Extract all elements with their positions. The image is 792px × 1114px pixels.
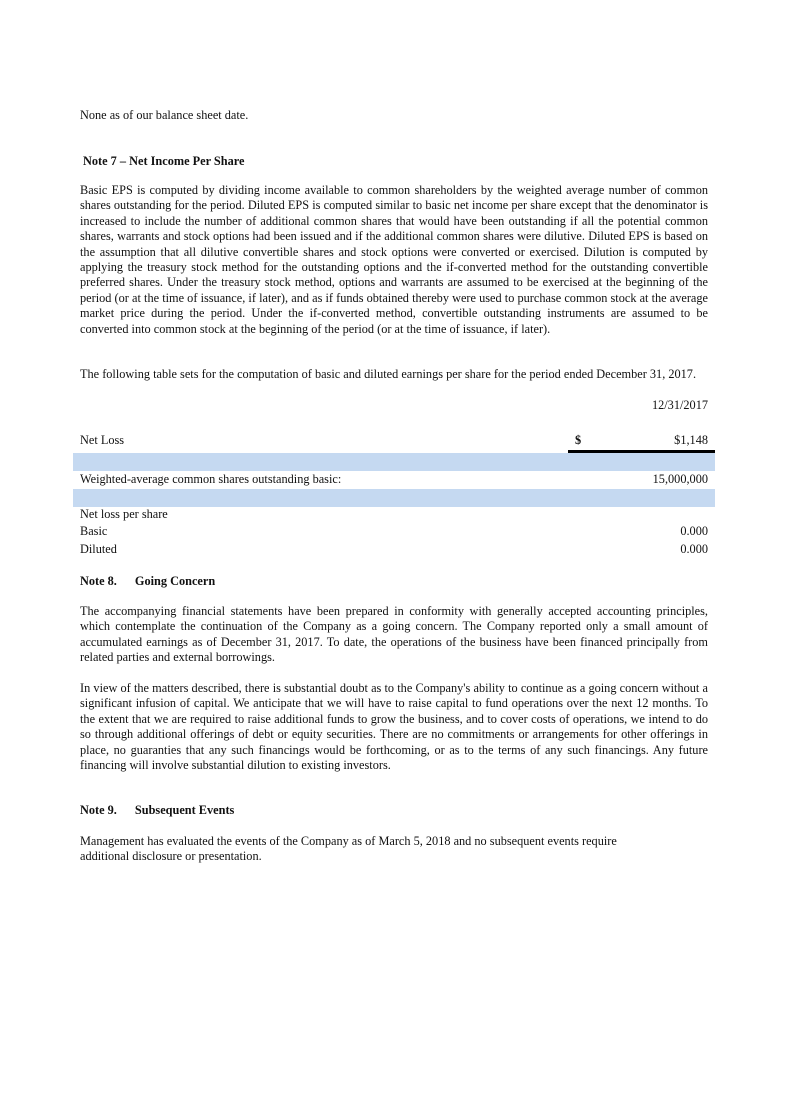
note8-title: Going Concern <box>134 574 216 588</box>
note7-paragraph-2: The following table sets for the computation of basic and diluted earnings per share for the period ended December 31, 2017. <box>80 367 697 381</box>
note8-paragraph-1: The accompanying financial statements have been prepared in conformity with generally accepted accounting principles, which contemplate the continuation of the Company as a going concern. The Company reported only a small amount of accumulated earnings as of December 31, 2017. To date, the operations of the business have been financed principally from related parties and external borrowings. <box>80 604 708 665</box>
note9-line-1: Management has evaluated the events of the Company as of March 5, 2018 and no subsequent events require <box>80 834 617 848</box>
shares-value: 15,000,000 <box>652 472 708 486</box>
basic-value: 0.000 <box>680 524 708 538</box>
per-share-label: Net loss per share <box>80 507 168 521</box>
table-band <box>73 453 715 471</box>
note9-paragraph <box>80 834 708 865</box>
note7-heading: Note 7 – Net Income Per Share <box>83 154 245 168</box>
currency-symbol: $ <box>575 433 582 447</box>
note9-number: Note 9. <box>80 803 117 817</box>
net-loss-value: $1,148 <box>674 433 708 447</box>
note9-line-2: additional disclosure or presentation. <box>80 849 262 864</box>
note8-heading <box>80 574 215 589</box>
diluted-value: 0.000 <box>680 542 708 556</box>
shares-label: Weighted-average common shares outstanding basic: <box>80 472 342 486</box>
note9-heading <box>80 803 234 818</box>
note9-title: Subsequent Events <box>134 803 235 817</box>
note8-paragraph-2: In view of the matters described, there is substantial doubt as to the Company's ability to continue as a going concern without a significant infusion of capital. We anticipate that we will have to raise capital to fund operations over the next 12 months. To the extent that we are required to raise additional funds to grow the business, and to cover costs of operations, we intend to do so through additional offerings of debt or equity securities. There are no commitments or arrangements for other offerings in place, no guaranties that any such financings would be forthcoming, or as to the terms of any such financings. Any future financing will involve substantial dilution to existing investors. <box>80 681 708 773</box>
table-band <box>73 489 715 507</box>
note8-number: Note 8. <box>80 574 117 588</box>
intro-text: None as of our balance sheet date. <box>80 108 249 122</box>
diluted-label: Diluted <box>80 542 117 556</box>
note7-paragraph-1: Basic EPS is computed by dividing income available to common shareholders by the weighted average number of common shares outstanding for the period. Diluted EPS is computed similar to basic net income per share except that the denominator is increased to include the number of additional common shares that would have been outstanding if all the potential common shares, warrants and stock options had been issued and if the additional common shares were dilutive. Diluted EPS is based on the assumption that all dilutive convertible shares and stock options were converted or exercised. Dilution is computed by applying the treasury stock method for the outstanding options and the if-converted method for the outstanding convertible preferred shares. Under the treasury stock method, options and warrants are assumed to be exercised at the beginning of the period (or at the time of issuance, if later), and as if funds obtained thereby were used to purchase common stock at the average market price during the period. Under the if-converted method, convertible outstanding instruments are assumed to be converted into common stock at the beginning of the period (or at the time of issuance, if later). <box>80 183 708 336</box>
basic-label: Basic <box>80 524 108 538</box>
table-column-header: 12/31/2017 <box>651 398 708 412</box>
net-loss-label: Net Loss <box>80 433 125 447</box>
